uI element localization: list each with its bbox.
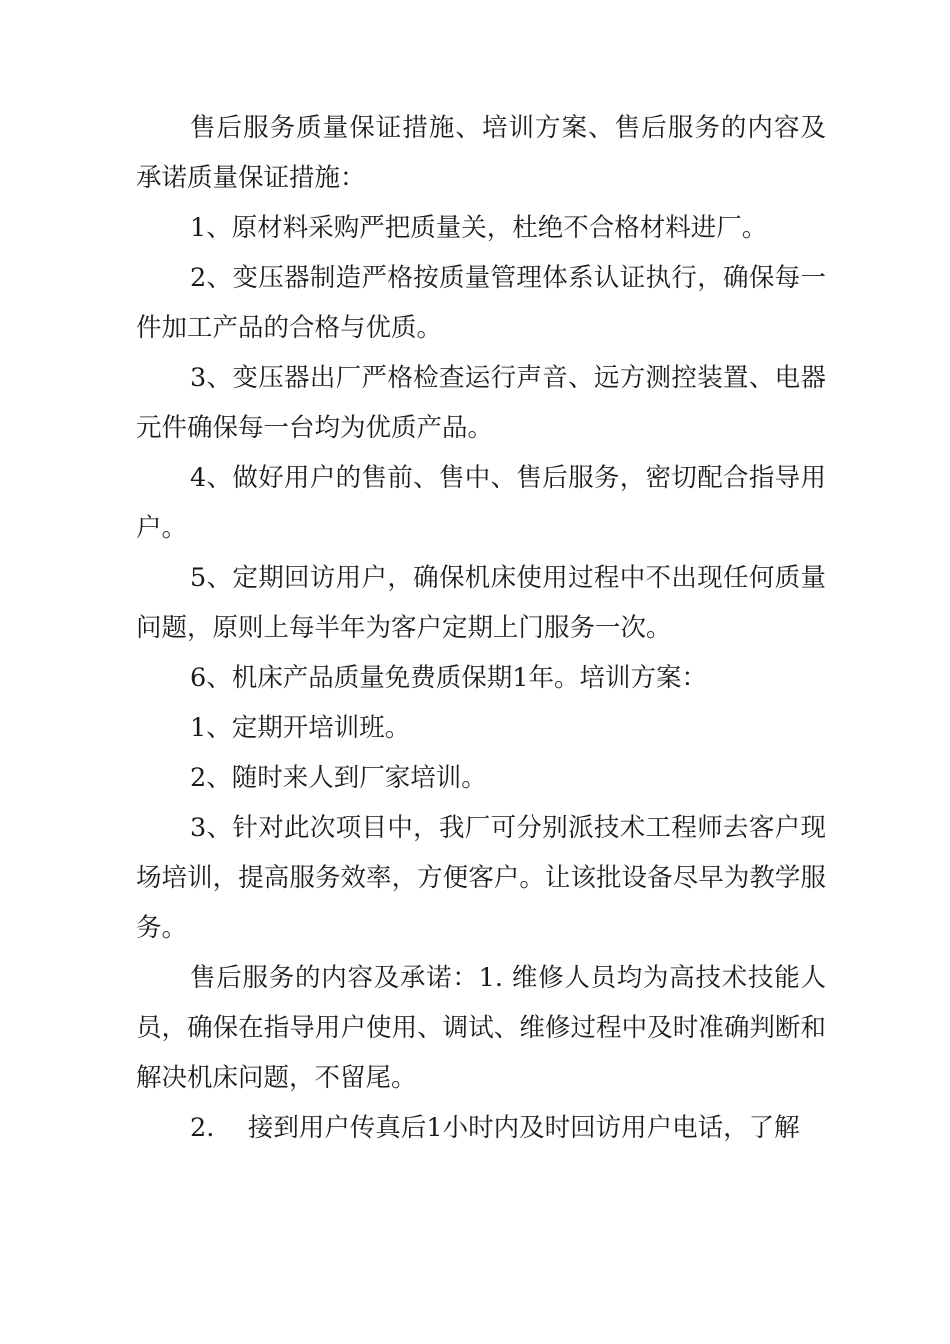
- paragraph-quality-3: 3、变压器出厂严格检查运行声音、远方测控装置、电器元件确保每一台均为优质产品。: [136, 363, 826, 443]
- paragraph-quality-4: 4、做好用户的售前、售中、售后服务，密切配合指导用户。: [136, 463, 826, 543]
- paragraph-service-1: 售后服务的内容及承诺：1. 维修人员均为高技术技能人员，确保在指导用户使用、调试、维修过程中及时准确判断和解决机床问题，不留尾。: [136, 963, 826, 1093]
- paragraph-training-3: 3、针对此次项目中，我厂可分别派技术工程师去客户现场培训，提高服务效率，方便客户。让该批设备尽早为教学服务。: [136, 813, 826, 943]
- paragraph-training-1: 1、定期开培训班。: [190, 713, 411, 743]
- paragraph-quality-1: 1、原材料采购严把质量关，杜绝不合格材料进厂。: [190, 213, 768, 243]
- paragraph-intro: 售后服务质量保证措施、培训方案、售后服务的内容及承诺质量保证措施：: [136, 113, 826, 193]
- paragraph-quality-2: 2、变压器制造严格按质量管理体系认证执行，确保每一件加工产品的合格与优质。: [136, 263, 826, 343]
- paragraph-service-2: 2. 接到用户传真后1小时内及时回访用户电话，了解: [190, 1113, 800, 1143]
- paragraph-quality-6: 6、机床产品质量免费质保期1年。培训方案：: [190, 663, 707, 693]
- paragraph-training-2: 2、随时来人到厂家培训。: [190, 763, 487, 793]
- paragraph-quality-5: 5、定期回访用户，确保机床使用过程中不出现任何质量问题，原则上每半年为客户定期上门服务一次。: [136, 563, 826, 643]
- document-page: [136, 103, 826, 1153]
